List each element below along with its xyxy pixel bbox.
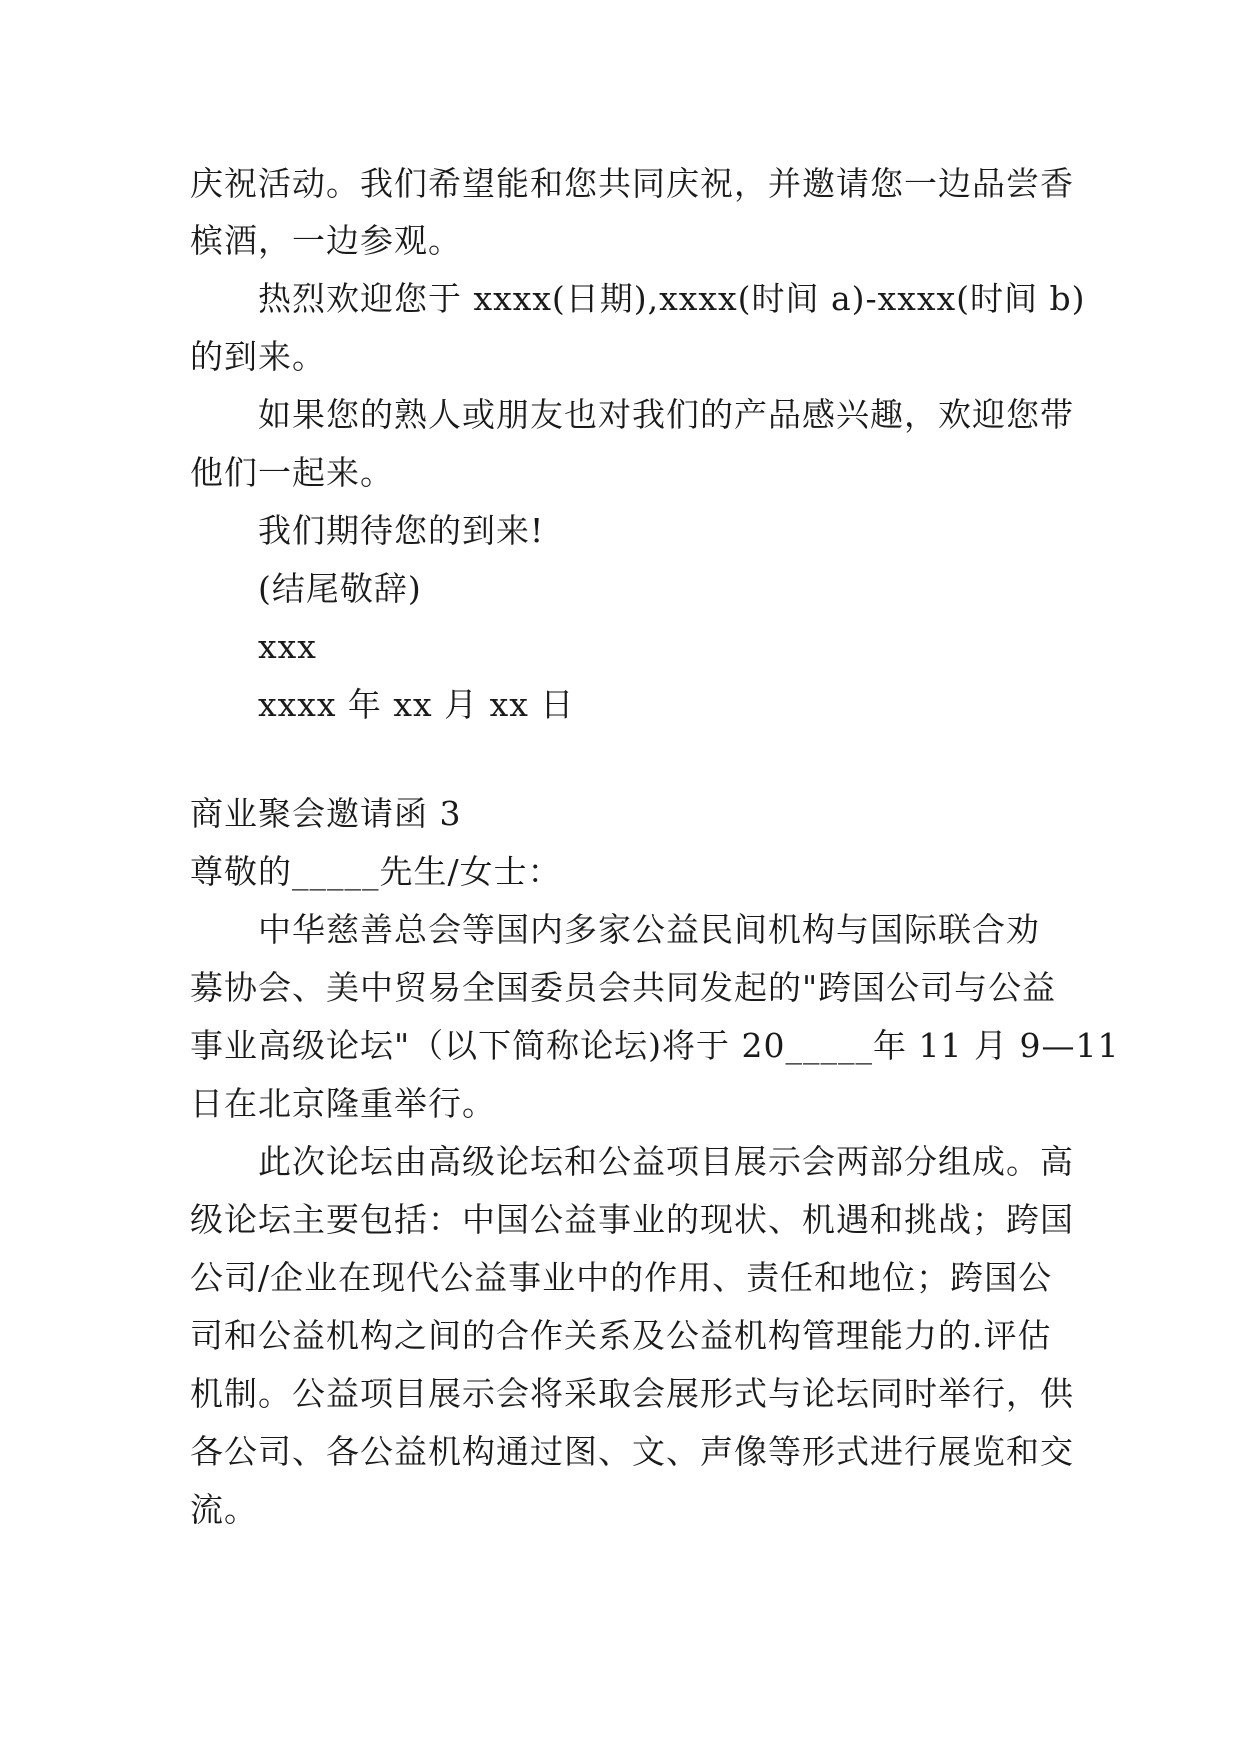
paragraph-line: 日在北京隆重举行。	[190, 1084, 496, 1123]
paragraph-line: 槟酒，一边参观。	[190, 221, 462, 260]
paragraph-line: 司和公益机构之间的合作关系及公益机构管理能力的.评估	[190, 1316, 1052, 1355]
paragraph-line: 公司/企业在现代公益事业中的作用、责任和地位；跨国公	[190, 1258, 1053, 1297]
closing-line: 我们期待您的到来!	[258, 511, 545, 550]
paragraph-line: 如果您的熟人或朋友也对我们的产品感兴趣，欢迎您带	[258, 395, 1074, 434]
section-title: 商业聚会邀请函 3	[190, 794, 462, 833]
paragraph-line: 热烈欢迎您于 xxxx(日期),xxxx(时间 a)-xxxx(时间 b)	[258, 279, 1086, 318]
paragraph-line: 庆祝活动。我们希望能和您共同庆祝，并邀请您一边品尝香	[190, 164, 1074, 203]
paragraph-line: 他们一起来。	[190, 453, 394, 492]
greeting-line: 尊敬的_____先生/女士：	[190, 852, 562, 891]
paragraph-line: 的到来。	[190, 337, 326, 376]
signature-date: xxxx 年 xx 月 xx 日	[258, 685, 575, 724]
paragraph-line: 募协会、美中贸易全国委员会共同发起的"跨国公司与公益	[190, 968, 1057, 1007]
paragraph-line: 流。	[190, 1490, 258, 1529]
paragraph-line: 中华慈善总会等国内多家公益民间机构与国际联合劝	[258, 910, 1040, 949]
paragraph-line: 此次论坛由高级论坛和公益项目展示会两部分组成。高	[258, 1142, 1074, 1181]
signature-name: xxx	[258, 627, 317, 666]
paragraph-line: 事业高级论坛"（以下简称论坛)将于 20_____年 11 月 9—11	[190, 1026, 1120, 1065]
paragraph-line: 机制。公益项目展示会将采取会展形式与论坛同时举行，供	[190, 1374, 1074, 1413]
paragraph-line: 各公司、各公益机构通过图、文、声像等形式进行展览和交	[190, 1432, 1074, 1471]
closing-salutation: (结尾敬辞)	[258, 569, 422, 608]
paragraph-line: 级论坛主要包括：中国公益事业的现状、机遇和挑战；跨国	[190, 1200, 1074, 1239]
